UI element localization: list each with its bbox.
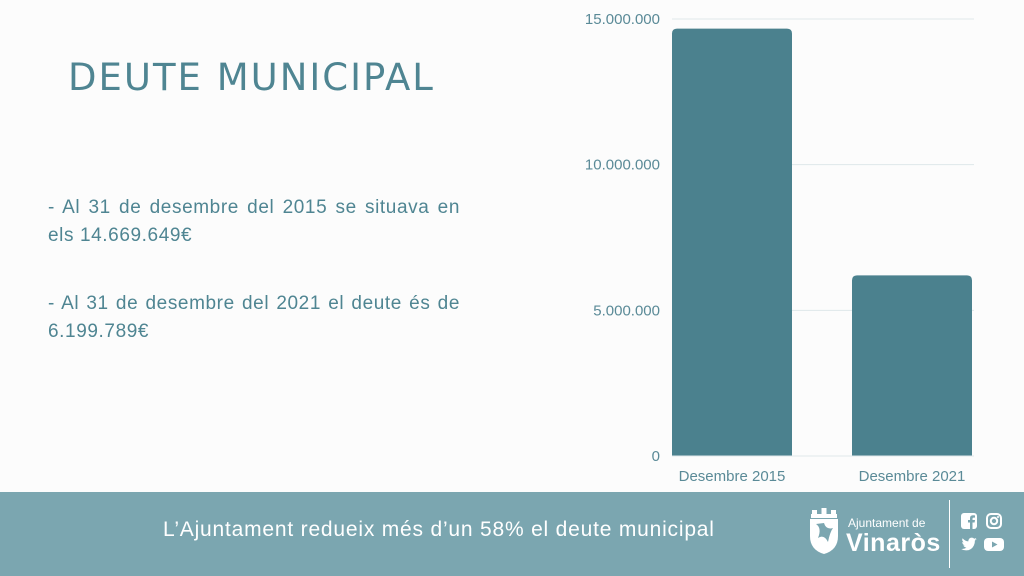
footer-tagline: L’Ajuntament redueix més d’un 58% el deute municipal — [163, 518, 715, 541]
facebook-icon[interactable] — [960, 512, 978, 530]
footer-bar — [0, 492, 1024, 576]
y-tick-label: 0 — [651, 448, 660, 465]
ajuntament-logo[interactable] — [808, 508, 944, 560]
page-title: DEUTE MUNICIPAL — [68, 56, 435, 99]
y-tick-label: 10.000.000 — [584, 156, 660, 174]
y-tick-label: 15.000.000 — [584, 11, 660, 28]
paragraph-2021-debt: - Al 31 de desembre del 2021 el deute és de 6.199.789€ — [48, 293, 460, 342]
bar-desembre-2021 — [852, 275, 972, 456]
footer-divider — [949, 500, 950, 568]
crest-icon — [808, 508, 840, 554]
paragraph-2015-debt: - Al 31 de desembre del 2015 se situava en els 14.669.649€ — [48, 197, 460, 246]
instagram-icon[interactable] — [985, 512, 1003, 530]
bar-desembre-2015 — [672, 29, 792, 456]
x-category-label: Desembre 2021 — [858, 468, 966, 485]
logo-line-1: Ajuntament de — [848, 516, 926, 530]
debt-bar-chart — [560, 0, 1000, 492]
twitter-icon[interactable] — [960, 535, 978, 553]
x-category-label: Desembre 2015 — [678, 468, 786, 485]
logo-line-2: Vinaròs — [846, 529, 941, 557]
y-tick-label: 5.000.000 — [593, 302, 660, 320]
youtube-icon[interactable] — [983, 535, 1005, 553]
